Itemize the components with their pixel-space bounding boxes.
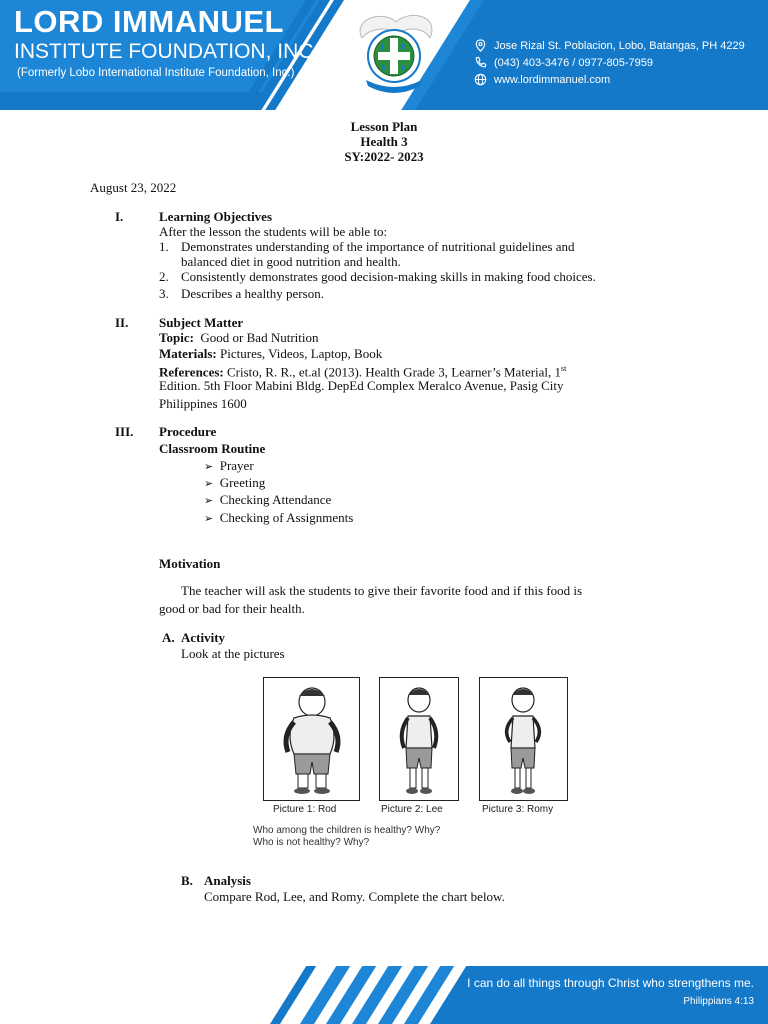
routine-label: Greeting [219, 475, 266, 490]
picture-caption: Picture 1: Rod [273, 804, 337, 815]
objective-item: Demonstrates understanding of the importance of nutritional guidelines and [181, 239, 575, 254]
routine-item [204, 510, 353, 527]
child-illustration [380, 678, 458, 800]
child-illustration [264, 678, 359, 800]
topic-line [159, 330, 319, 346]
doc-school-year: SY:2022- 2023 [344, 149, 424, 164]
section-number: I. [115, 209, 124, 224]
activity-question: Who among the children is healthy? Why? [253, 825, 441, 836]
routine-item [204, 475, 265, 492]
routine-label: Checking of Assignments [219, 510, 354, 525]
svg-text:E: E [401, 43, 406, 51]
picture-caption: Picture 2: Lee [381, 804, 443, 815]
phone-text: (043) 403-3476 / 0977-805-7959 [494, 57, 654, 69]
activity-question: Who is not healthy? Why? [253, 837, 370, 848]
routine-item [204, 492, 331, 509]
location-pin-icon [474, 39, 487, 52]
activity-letter: A. [162, 630, 175, 645]
references-line-2: Edition. 5th Floor Mabini Bldg. DepEd Complex Meralco Avenue, Pasig City [159, 378, 564, 393]
school-name-line2: INSTITUTE FOUNDATION, INC. [14, 40, 320, 63]
topic-label: Topic: [159, 330, 194, 345]
list-number: 3. [159, 286, 169, 301]
objective-item: Describes a healthy person. [181, 286, 324, 301]
footer-verse: I can do all things through Christ who strengthens me. [467, 976, 754, 990]
motivation-heading: Motivation [159, 556, 221, 571]
references-line-3: Philippines 1600 [159, 396, 247, 411]
objectives-intro: After the lesson the students will be able to: [159, 224, 388, 239]
references-value: Cristo, R. R., et.al (2013). Health Grade 3, Learner’s Material, 1 [226, 364, 562, 380]
section-number: II. [115, 315, 129, 330]
motivation-text-cont: good or bad for their health. [159, 601, 305, 616]
school-name: LORD IMMANUEL [14, 4, 284, 39]
references-label: References: [159, 364, 224, 380]
svg-text:U: U [401, 64, 407, 72]
child-illustration [480, 678, 567, 800]
materials-label: Materials: [159, 346, 217, 361]
doc-subject: Health 3 [360, 134, 408, 149]
materials-value: Pictures, Videos, Laptop, Book [220, 346, 383, 361]
arrow-bullet-icon: ➢ [204, 477, 214, 490]
topic-value: Good or Bad Nutrition [200, 330, 319, 345]
list-number: 1. [159, 239, 169, 254]
svg-text:S: S [381, 64, 387, 72]
arrow-bullet-icon: ➢ [204, 494, 214, 507]
picture-lee [379, 677, 459, 801]
picture-rod [263, 677, 360, 801]
former-name: (Formerly Lobo International Institute Foundation, Inc.) [17, 67, 295, 79]
picture-romy [479, 677, 568, 801]
picture-caption: Picture 3: Romy [482, 804, 554, 815]
routine-heading: Classroom Routine [159, 441, 266, 456]
list-number: 2. [159, 269, 169, 284]
activity-text: Look at the pictures [181, 646, 285, 661]
materials-line [159, 346, 382, 362]
activity-heading: Activity [181, 630, 226, 645]
section-heading: Subject Matter [159, 315, 244, 330]
phone-line [494, 57, 653, 69]
phone-icon [474, 56, 487, 69]
routine-item [204, 458, 254, 475]
routine-label: Checking Attendance [219, 492, 332, 507]
footer-verse-reference: Philippians 4:13 [683, 996, 754, 1007]
routine-label: Prayer [219, 458, 254, 473]
svg-text:J: J [381, 43, 384, 51]
references-superscript: st [561, 364, 567, 373]
objective-item: Consistently demonstrates good decision-making skills in making food choices. [181, 269, 596, 284]
motivation-text: The teacher will ask the students to give their favorite food and if this food is [181, 583, 583, 598]
analysis-heading: Analysis [204, 873, 251, 888]
arrow-bullet-icon: ➢ [204, 460, 214, 473]
address-line [494, 40, 745, 52]
address-text: Jose Rizal St. Poblacion, Lobo, Batangas, PH 4229 [494, 40, 745, 52]
footer-white-band [0, 966, 306, 1024]
school-seal-logo [344, 8, 444, 100]
globe-icon [474, 73, 487, 86]
section-heading: Learning Objectives [159, 209, 273, 224]
section-heading: Procedure [159, 424, 217, 439]
lesson-date: August 23, 2022 [90, 180, 177, 195]
section-number: III. [115, 424, 134, 439]
website-text: www.lordimmanuel.com [494, 74, 611, 86]
objective-item-cont: balanced diet in good nutrition and health. [181, 254, 401, 269]
arrow-bullet-icon: ➢ [204, 512, 214, 525]
website-line [494, 74, 610, 86]
doc-title: Lesson Plan [350, 119, 418, 134]
analysis-letter: B. [181, 873, 193, 888]
analysis-text: Compare Rod, Lee, and Romy. Complete the chart below. [204, 889, 505, 904]
